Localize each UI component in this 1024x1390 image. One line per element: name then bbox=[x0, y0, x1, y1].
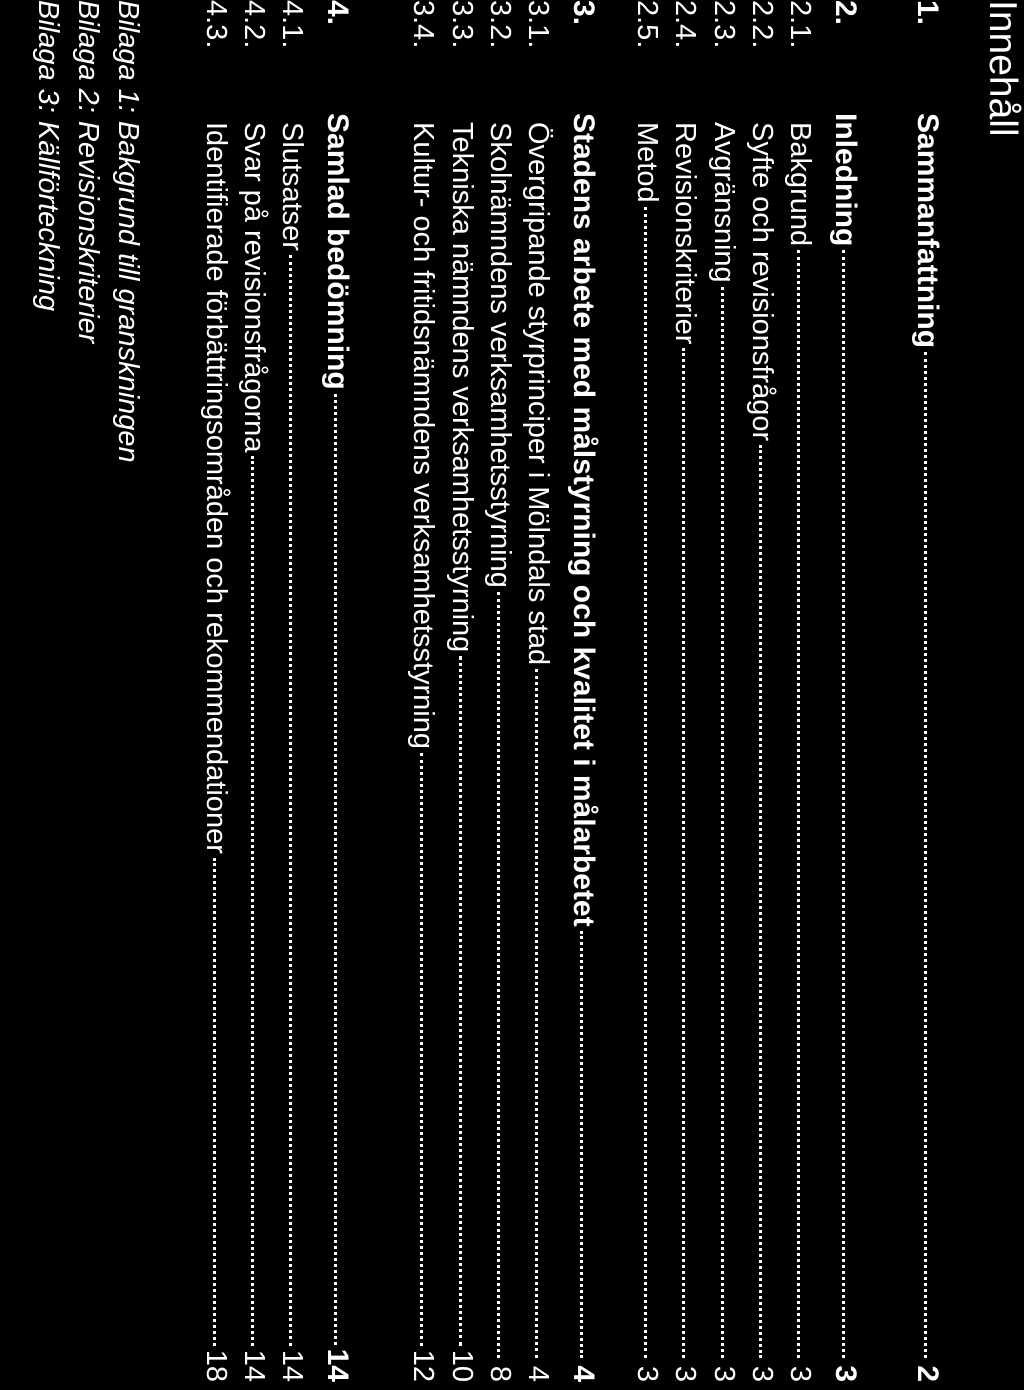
dot-leader bbox=[644, 207, 647, 1358]
toc-number: 4. bbox=[321, 0, 354, 26]
toc-number: 2. bbox=[829, 0, 862, 26]
toc-label: Kultur- och fritidsnämndens verksamhetsstyrning bbox=[407, 122, 439, 749]
toc-page-number: 14 bbox=[276, 1349, 308, 1382]
dot-leader bbox=[721, 287, 724, 1358]
toc-entry-2-5[interactable] bbox=[630, 0, 663, 1382]
toc-page-number: 14 bbox=[238, 1349, 270, 1382]
dot-leader bbox=[580, 931, 583, 1358]
dot-leader bbox=[924, 352, 927, 1358]
toc-page-number: 10 bbox=[446, 1349, 478, 1382]
toc-page-number: 4 bbox=[567, 1365, 600, 1382]
toc-entry-3-2[interactable] bbox=[483, 0, 516, 1382]
toc-page-number: 3 bbox=[708, 1365, 740, 1382]
toc-entry-4[interactable] bbox=[320, 0, 354, 1382]
toc-number: 2.4. bbox=[669, 0, 701, 49]
toc-label: Metod bbox=[631, 122, 663, 203]
toc-label: Inledning bbox=[829, 113, 862, 247]
toc-page-number: 12 bbox=[407, 1349, 439, 1382]
dot-leader bbox=[797, 250, 800, 1358]
toc-label: Revisionskriterier bbox=[669, 122, 701, 345]
toc-entry-3[interactable] bbox=[566, 0, 600, 1382]
toc-number: 3.4. bbox=[407, 0, 439, 49]
toc-page-number: 3 bbox=[829, 1365, 862, 1382]
toc-number: 4.1. bbox=[276, 0, 308, 49]
toc-page-number: 3 bbox=[631, 1365, 663, 1382]
dot-leader bbox=[251, 456, 254, 1345]
toc-page-number: 3 bbox=[784, 1365, 816, 1382]
toc-label: Identifierade förbättringsområden och rekommendationer bbox=[200, 122, 232, 854]
dot-leader bbox=[682, 348, 685, 1358]
toc-entry-4-1[interactable] bbox=[275, 0, 308, 1382]
toc-number: 2.5. bbox=[631, 0, 663, 49]
toc-entry-2-2[interactable] bbox=[745, 0, 778, 1382]
dot-leader bbox=[497, 592, 500, 1358]
dot-leader bbox=[759, 445, 762, 1358]
toc-number: 2.3. bbox=[708, 0, 740, 49]
toc-entry-3-3[interactable] bbox=[445, 0, 478, 1382]
toc-number: 2.1. bbox=[784, 0, 816, 49]
appendix-2[interactable]: Bilaga 2: Revisionskriterier bbox=[72, 0, 104, 344]
dot-leader bbox=[334, 394, 337, 1345]
toc-entry-4-3[interactable] bbox=[199, 0, 232, 1382]
toc-page-number: 18 bbox=[200, 1349, 232, 1382]
toc-entry-2-3[interactable] bbox=[707, 0, 740, 1382]
toc-label: Tekniska nämndens verksamhetsstyrning bbox=[446, 122, 478, 653]
page-title: Innehåll bbox=[981, 0, 1024, 137]
toc-label: Bakgrund bbox=[784, 122, 816, 247]
dot-leader bbox=[842, 250, 845, 1358]
toc-entry-1[interactable] bbox=[910, 0, 944, 1382]
toc-page-number: 8 bbox=[484, 1365, 516, 1382]
toc-page-number: 2 bbox=[911, 1365, 944, 1382]
toc-page-number: 3 bbox=[746, 1365, 778, 1382]
toc-label: Svar på revisionsfrågorna bbox=[238, 122, 270, 453]
dot-leader bbox=[289, 255, 292, 1346]
toc-number: 2.2. bbox=[746, 0, 778, 49]
toc-number: 3. bbox=[567, 0, 600, 26]
toc-number: 3.1. bbox=[522, 0, 554, 49]
dot-leader bbox=[459, 656, 462, 1345]
toc-label: Syfte och revisionsfrågor bbox=[746, 122, 778, 442]
dot-leader bbox=[535, 669, 538, 1358]
toc-entry-2[interactable] bbox=[828, 0, 862, 1382]
toc-number: 4.3. bbox=[200, 0, 232, 49]
appendix-3[interactable]: Bilaga 3: Källförteckning bbox=[32, 0, 64, 312]
toc-number: 3.3. bbox=[446, 0, 478, 49]
toc-entry-3-4[interactable] bbox=[406, 0, 439, 1382]
toc-entry-2-4[interactable] bbox=[668, 0, 701, 1382]
toc-number: 1. bbox=[911, 0, 944, 26]
toc-page-number: 4 bbox=[522, 1365, 554, 1382]
toc-entry-4-2[interactable] bbox=[237, 0, 270, 1382]
toc-label: Avgränsning bbox=[708, 122, 740, 283]
toc-label: Sammanfattning bbox=[911, 113, 944, 349]
toc-page-number: 14 bbox=[321, 1348, 354, 1382]
toc-label: Skolnämndens verksamhetsstyrning bbox=[484, 122, 516, 588]
toc-label: Övergripande styrprinciper i Mölndals stad bbox=[522, 122, 554, 666]
toc-number: 3.2. bbox=[484, 0, 516, 49]
toc-entry-2-1[interactable] bbox=[783, 0, 816, 1382]
appendix-1[interactable]: Bilaga 1: Bakgrund till granskningen bbox=[112, 0, 144, 463]
toc-page-number: 3 bbox=[669, 1365, 701, 1382]
toc-label: Stadens arbete med målstyrning och kvalitet i målarbetet bbox=[567, 113, 600, 927]
dot-leader bbox=[213, 858, 216, 1346]
toc-label: Samlad bedömning bbox=[321, 113, 354, 390]
dot-leader bbox=[420, 753, 423, 1346]
toc-label: Slutsatser bbox=[276, 122, 308, 251]
toc-entry-3-1[interactable] bbox=[521, 0, 554, 1382]
toc-number: 4.2. bbox=[238, 0, 270, 49]
